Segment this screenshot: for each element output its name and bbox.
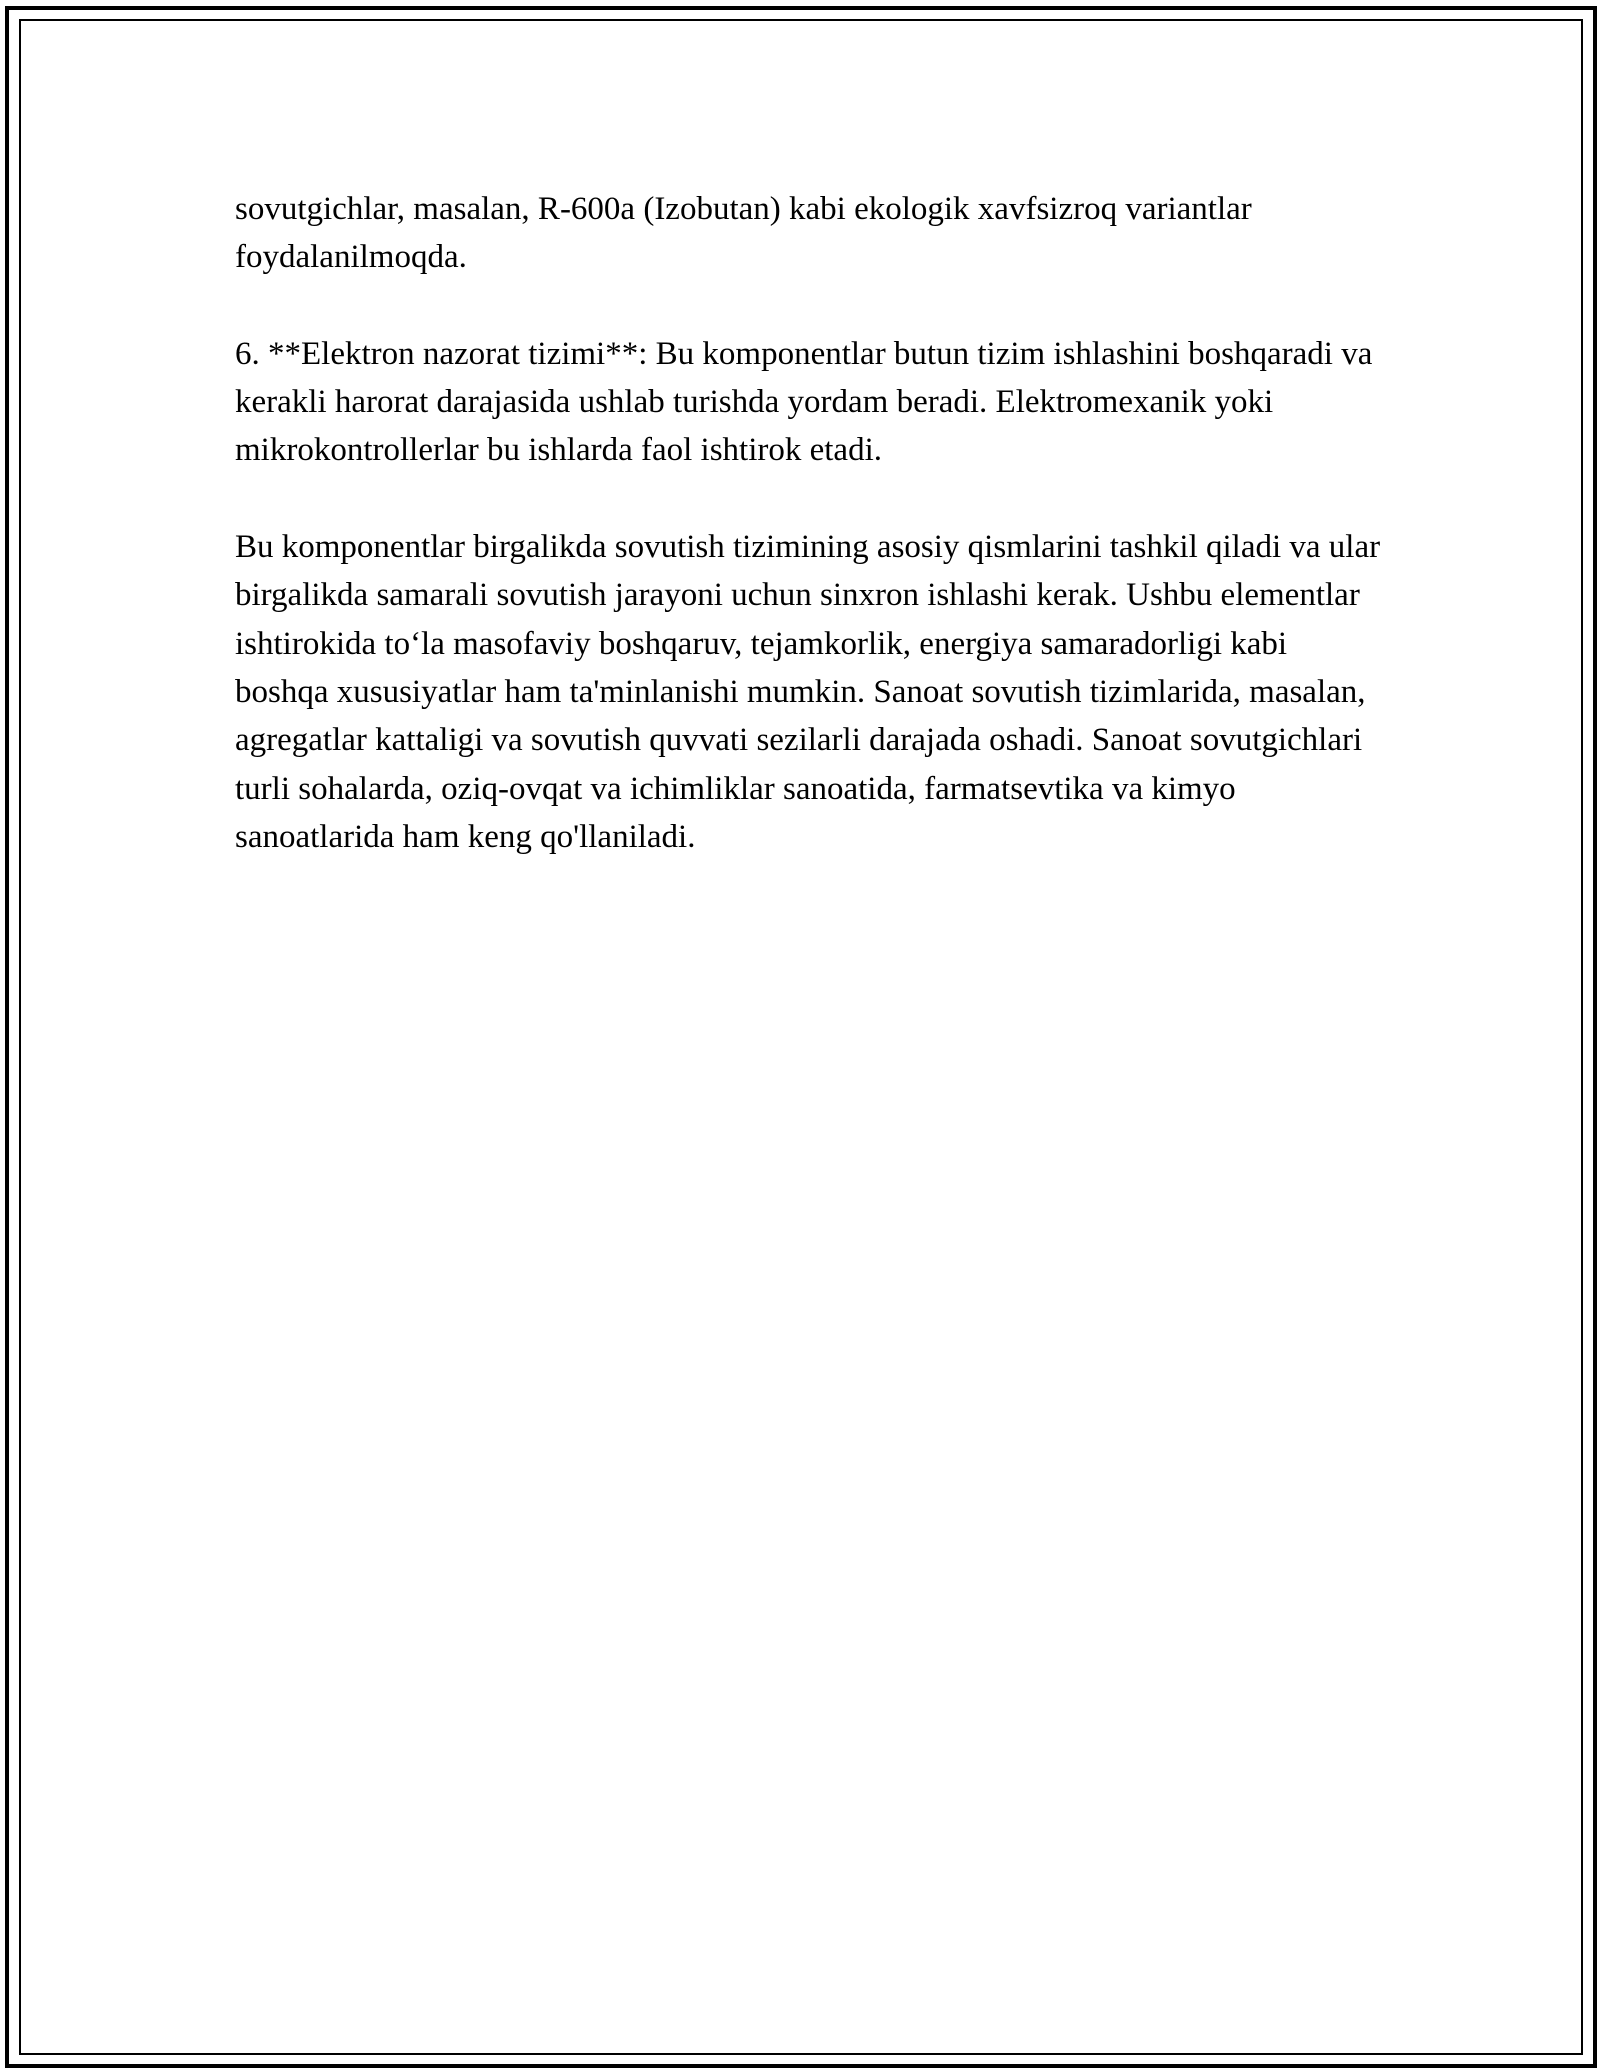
document-body	[235, 185, 1385, 909]
paragraph-summary: Bu komponentlar birgalikda sovutish tizimining asosiy qismlarini tashkil qiladi va ular birgalikda samarali sovutish jarayoni uchun sinxron ishlashi kerak. Ushbu elementlar ishtirokida to‘la masofaviy boshqaruv, tejamkorlik, energiya samaradorligi kabi boshqa xususiyatlar ham ta'minlanishi mumkin. Sanoat sovutish tizimlarida, masalan, agregatlar kattaligi va sovutish quvvati sezilarli darajada oshadi. Sanoat sovutgichlari turli sohalarda, oziq-ovqat va ichimliklar sanoatida, farmatsevtika va kimyo sanoatlarida ham keng qo'llaniladi.	[235, 529, 1381, 855]
paragraph-refrigerants-continued: sovutgichlar, masalan, R-600a (Izobutan) kabi ekologik xavfsizroq variantlar foydalanilmoqda.	[235, 191, 1252, 276]
paragraph-electronic-control-system: 6. **Elektron nazorat tizimi**: Bu komponentlar butun tizim ishlashini boshqaradi va kerakli harorat darajasida ushlab turishda yordam beradi. Elektromexanik yoki mikrokontrollerlar bu ishlarda faol ishtirok etadi.	[235, 335, 1373, 469]
